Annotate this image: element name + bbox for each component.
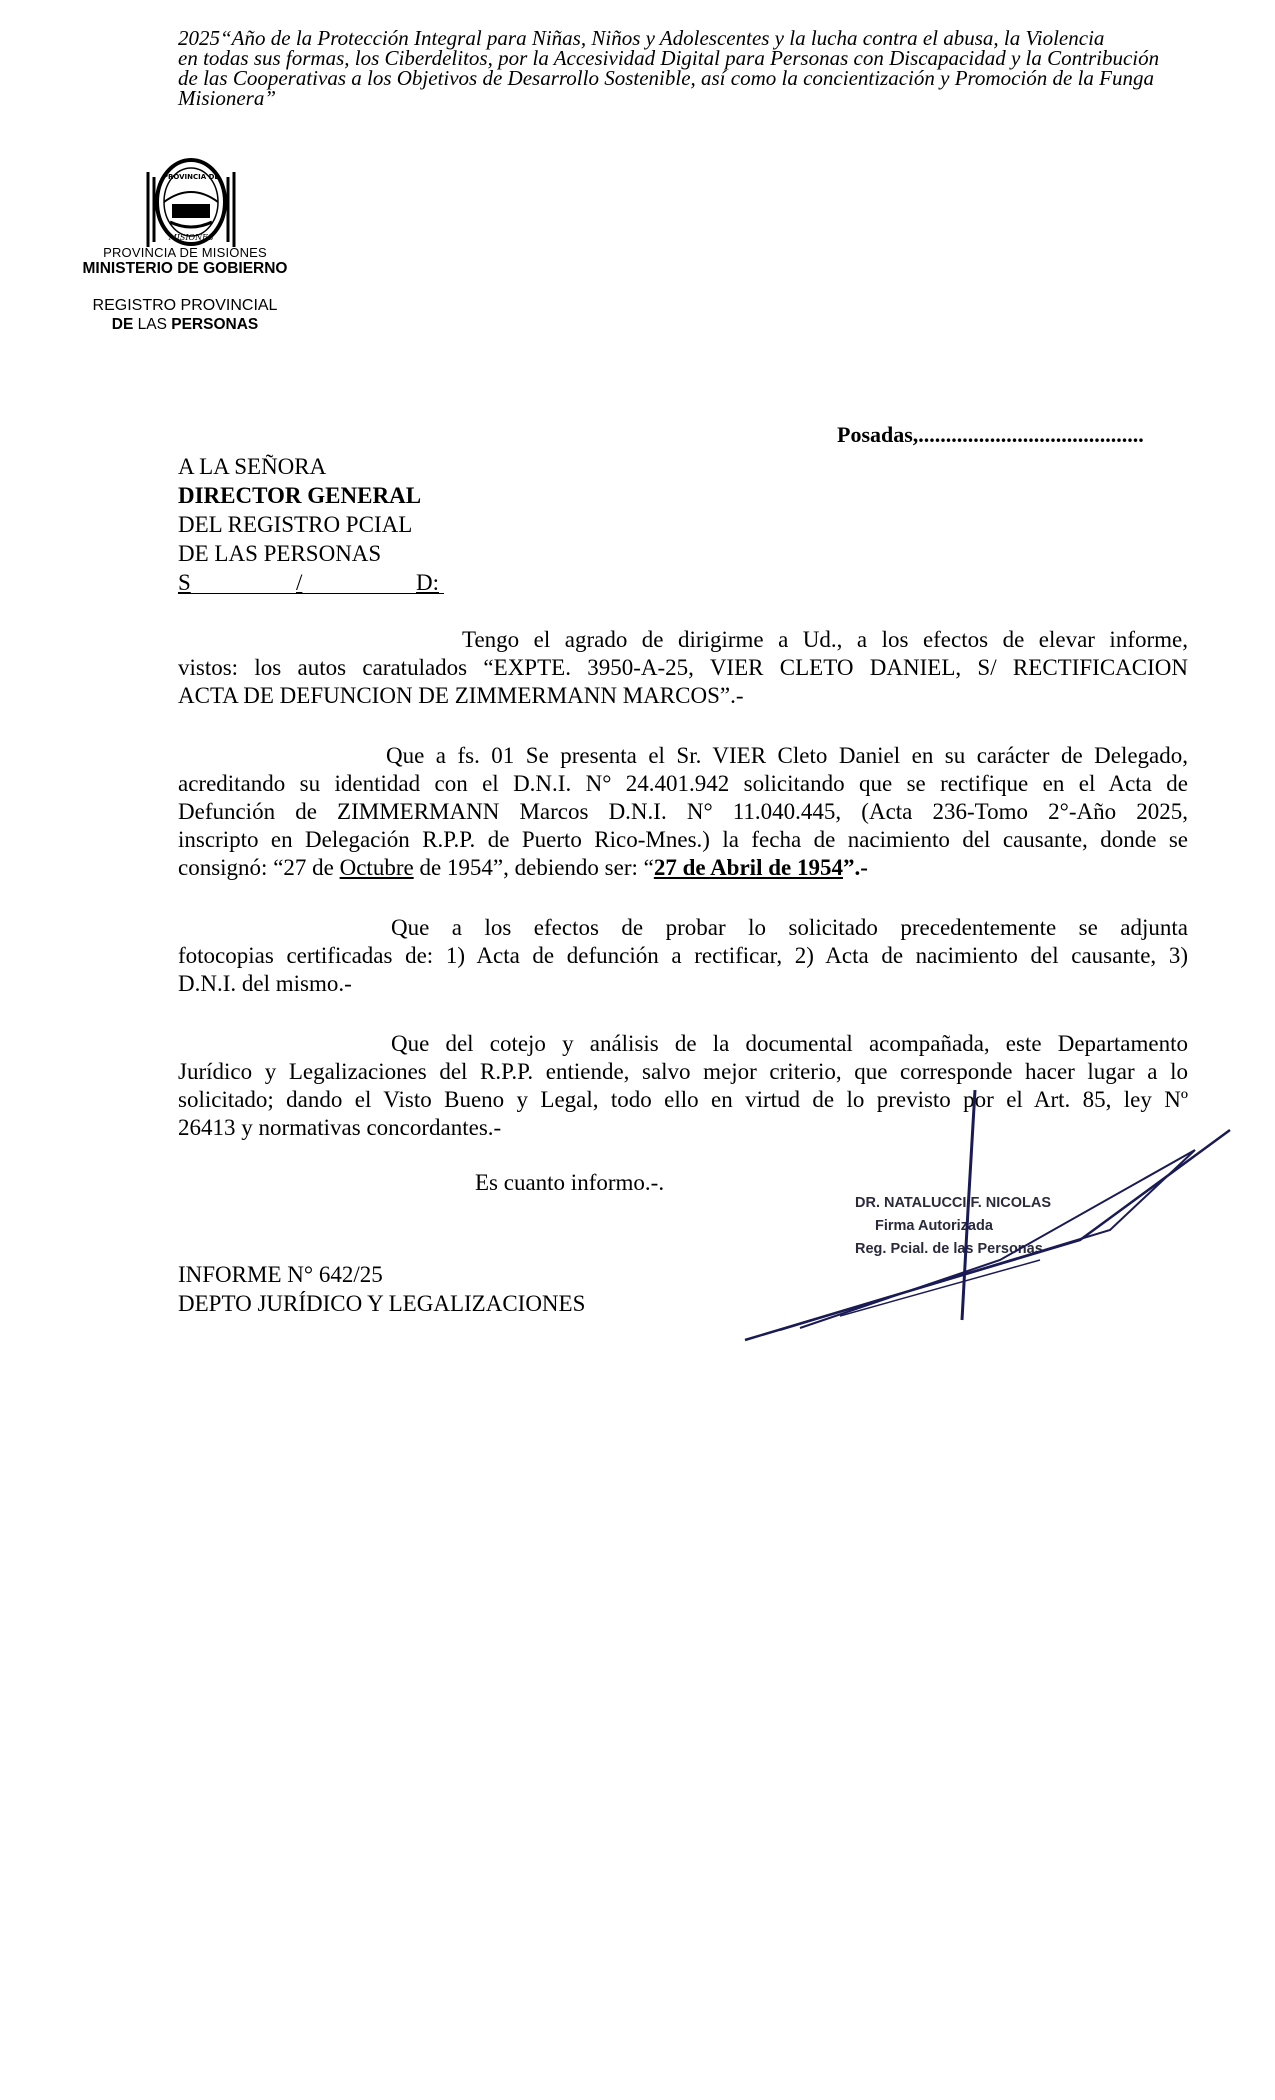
seal-text-top: PROVINCIA DE	[162, 173, 220, 181]
p2-month: Octubre	[339, 855, 414, 880]
p2-line: acreditando su identidad con el D.N.I. N° 24.401.942 solicitando que se rectifique en el Acta de	[178, 771, 1188, 796]
department-name: DEPTO JURÍDICO Y LEGALIZACIONES	[178, 1291, 586, 1316]
closing-text: Es cuanto informo.-.	[475, 1170, 665, 1195]
report-number: INFORME N° 642/25	[178, 1262, 383, 1287]
ministry-logo-text	[60, 246, 310, 334]
p2-last-c: ”.-	[842, 855, 868, 880]
p2-line: Que a fs. 01 Se presenta el Sr. VIER Cleto Daniel en su carácter de Delegado,	[386, 743, 1188, 768]
motto-line: 2025“Año de la Protección Integral para Niñas, Niños y Adolescentes y la lucha contra el abusa, la Violencia	[178, 26, 1105, 50]
addressee-line3: DEL REGISTRO PCIAL	[178, 512, 413, 537]
province-name: PROVINCIA DE MISIONES	[103, 245, 267, 260]
p1-line: ACTA DE DEFUNCION DE ZIMMERMANN MARCOS”.-	[178, 683, 744, 708]
stamp-name: DR. NATALUCCI F. NICOLAS	[855, 1195, 1052, 1211]
handwritten-signature	[740, 1090, 1240, 1350]
sd-s: S	[178, 570, 191, 595]
ministry-name: MINISTERIO DE GOBIERNO	[82, 260, 288, 277]
sd-slash: /	[296, 570, 303, 595]
motto-line: Misionera”	[178, 86, 277, 110]
p4-line: 26413 y normativas concordantes.-	[178, 1115, 502, 1140]
p3-line: fotocopias certificadas de: 1) Acta de defunción a rectificar, 2) Acta de nacimiento del causante, 3)	[178, 943, 1188, 968]
addressee-line4: DE LAS PERSONAS	[178, 541, 382, 566]
footer-block	[178, 1260, 585, 1318]
p2-last-a: consignó: “27 de	[178, 855, 340, 880]
p2-correct-date: 27 de Abril de 1954	[653, 855, 843, 880]
p4-line: solicitado; dando el Visto Bueno y Legal, todo ello en virtud de lo previsto por el Art. 85, ley Nº	[178, 1087, 1188, 1112]
motto-line: de las Cooperativas a los Objetivos de Desarrollo Sostenible, así como la concientización y Promoción de la Funga	[178, 66, 1154, 90]
p1-line: vistos: los autos caratulados “EXPTE. 3950-A-25, VIER CLETO DANIEL, S/ RECTIFICACION	[178, 655, 1188, 680]
sd-d: D:	[416, 570, 439, 595]
addressee-block	[178, 452, 444, 597]
motto-line: en todas sus formas, los Ciberdelitos, por la Accesividad Digital para Personas con Discapacidad y la Contribución	[178, 46, 1160, 70]
p3-line: D.N.I. del mismo.-	[178, 971, 352, 996]
p4-line: Jurídico y Legalizaciones del R.P.P. entiende, salvo mejor criterio, que corresponde hacer lugar a lo	[178, 1059, 1188, 1084]
p2-line: Defunción de ZIMMERMANN Marcos D.N.I. N° 11.040.445, (Acta 236-Tomo 2°-Año 2025,	[178, 799, 1188, 824]
paragraph-1	[178, 626, 1188, 710]
addressee-sd	[178, 568, 444, 597]
seal-text-bottom: MISIONES	[168, 233, 214, 242]
p4-line: Que del cotejo y análisis de la documental acompañada, este Departamento	[391, 1031, 1188, 1056]
paragraph-2	[178, 742, 1188, 882]
place-date: Posadas,.........................................	[837, 422, 1144, 447]
p2-line: inscripto en Delegación R.P.P. de Puerto Rico-Mnes.) la fecha de nacimiento del causante, donde se	[178, 827, 1188, 852]
paragraph-3	[178, 914, 1188, 998]
header-motto	[178, 28, 1178, 108]
p3-line: Que a los efectos de probar lo solicitado precedentemente se adjunta	[391, 915, 1188, 940]
registry-line2-c: PERSONAS	[171, 316, 259, 333]
registry-line2-a: DE	[111, 316, 134, 333]
registry-line1: REGISTRO PROVINCIAL	[92, 297, 278, 314]
p2-last-b: de 1954”, debiendo ser: “	[413, 855, 654, 880]
registry-line2	[60, 316, 310, 334]
addressee-line1: A LA SEÑORA	[178, 454, 327, 479]
p1-line: Tengo el agrado de dirigirme a Ud., a los efectos de elevar informe,	[462, 627, 1188, 652]
stamp-role: Firma Autorizada	[875, 1218, 993, 1234]
registry-line2-b: LAS	[137, 316, 167, 333]
stamp-org: Reg. Pcial. de las Personas	[855, 1241, 1043, 1257]
p2-last-line	[178, 854, 1188, 882]
addressee-line2: DIRECTOR GENERAL	[178, 483, 422, 508]
